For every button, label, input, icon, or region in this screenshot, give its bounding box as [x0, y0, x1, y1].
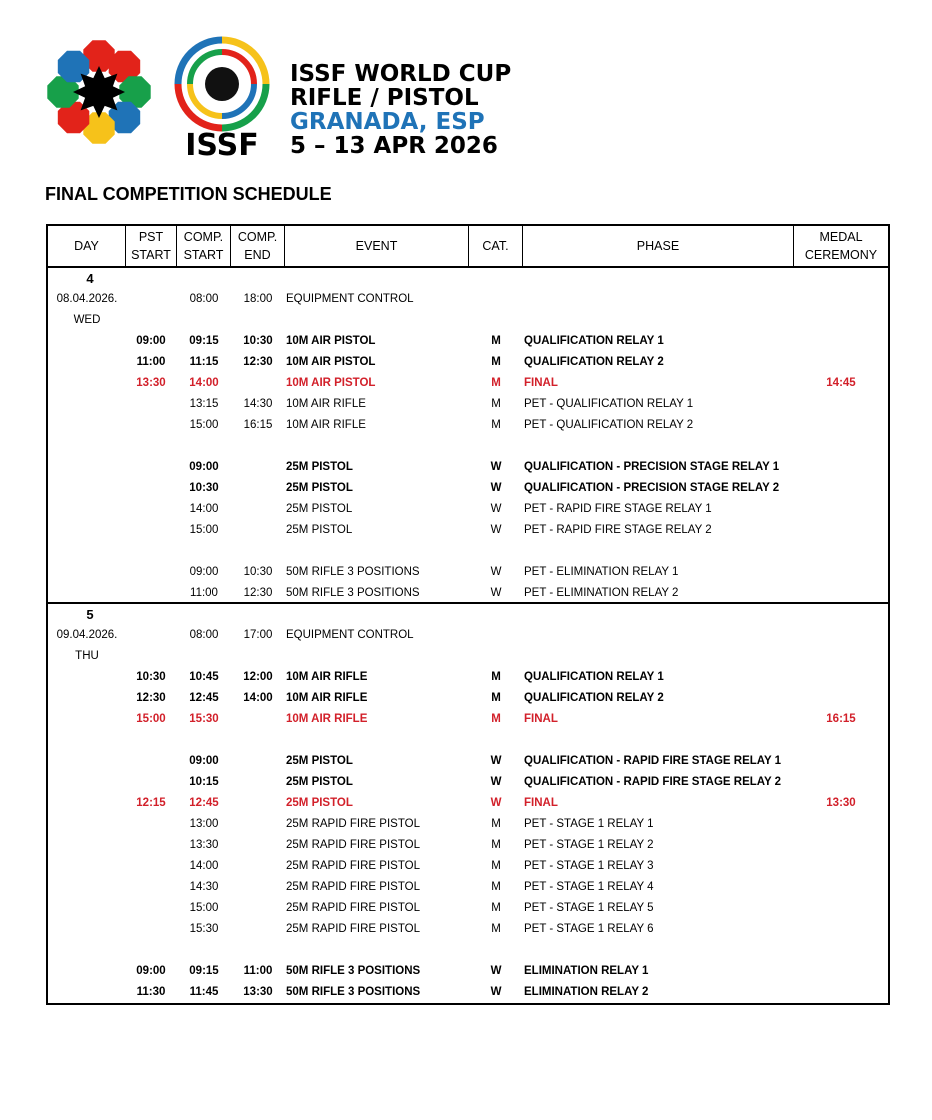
category-cell: W [490, 482, 502, 494]
event-cell: 25M RAPID FIRE PISTOL [286, 881, 420, 893]
table-row [48, 961, 888, 982]
day-weekday: THU [75, 650, 99, 662]
col-comp-end: COMP. END [231, 226, 285, 266]
table-row [48, 667, 888, 688]
table-row [48, 289, 888, 310]
phase-cell: PET - STAGE 1 RELAY 5 [524, 902, 654, 914]
event-cell: 10M AIR PISTOL [286, 356, 376, 368]
category-cell: W [490, 566, 502, 578]
category-cell: M [491, 923, 501, 935]
day-date: 08.04.2026. [56, 293, 118, 305]
table-row [48, 793, 888, 814]
table-row [48, 625, 888, 646]
comp-end-cell: 14:00 [243, 692, 273, 704]
event-cell: 50M RIFLE 3 POSITIONS [286, 965, 421, 977]
day-number: 4 [86, 271, 94, 286]
issf-logo-text: ISSF [185, 128, 259, 163]
table-row [48, 709, 888, 730]
col-medal-ceremony: MEDAL CEREMONY [804, 230, 878, 262]
category-cell: M [491, 377, 501, 389]
event-title-line-1: ISSF WORLD CUP [290, 61, 512, 87]
comp-start-cell: 11:15 [189, 356, 219, 368]
comp-start-cell: 09:00 [189, 755, 219, 767]
category-cell: M [491, 692, 501, 704]
comp-end-cell: 17:00 [243, 629, 273, 641]
pst-start-cell: 11:00 [136, 356, 166, 368]
table-row [48, 457, 888, 478]
day-block [48, 268, 888, 604]
table-row [48, 814, 888, 835]
table-row [48, 688, 888, 709]
category-cell: W [490, 776, 502, 788]
comp-end-cell: 14:30 [243, 398, 273, 410]
comp-start-cell: 12:45 [189, 692, 219, 704]
table-row [48, 919, 888, 940]
event-cell: EQUIPMENT CONTROL [286, 629, 414, 641]
event-cell: 25M RAPID FIRE PISTOL [286, 902, 420, 914]
phase-cell: FINAL [524, 713, 558, 725]
pst-start-cell: 11:30 [136, 986, 166, 998]
medal-ceremony-cell: 16:15 [826, 713, 856, 725]
comp-start-cell: 10:45 [189, 671, 219, 683]
event-cell: 10M AIR PISTOL [286, 377, 376, 389]
event-cell: 10M AIR RIFLE [286, 713, 368, 725]
category-cell: W [490, 503, 502, 515]
col-day: DAY [48, 226, 126, 266]
pst-start-cell: 13:30 [136, 377, 166, 389]
category-cell: W [490, 524, 502, 536]
comp-end-cell: 10:30 [243, 566, 273, 578]
category-cell: W [490, 587, 502, 599]
table-row [48, 541, 888, 562]
table-row [48, 856, 888, 877]
table-row [48, 898, 888, 919]
table-row [48, 583, 888, 604]
table-row [48, 415, 888, 436]
comp-start-cell: 09:15 [189, 335, 219, 347]
col-phase: PHASE [523, 226, 794, 266]
comp-end-cell: 13:30 [243, 986, 273, 998]
pst-start-cell: 10:30 [136, 671, 166, 683]
comp-start-cell: 09:15 [189, 965, 219, 977]
comp-start-cell: 14:00 [189, 377, 219, 389]
comp-end-cell: 10:30 [243, 335, 273, 347]
event-cell: EQUIPMENT CONTROL [286, 293, 414, 305]
phase-cell: PET - STAGE 1 RELAY 1 [524, 818, 654, 830]
issf-logo [174, 36, 270, 162]
event-cell: 10M AIR PISTOL [286, 335, 376, 347]
day-weekday: WED [73, 314, 101, 326]
table-row [48, 751, 888, 772]
comp-start-cell: 10:15 [189, 776, 219, 788]
comp-end-cell: 11:00 [243, 965, 273, 977]
phase-cell: PET - STAGE 1 RELAY 6 [524, 923, 654, 935]
category-cell: M [491, 860, 501, 872]
table-row [48, 835, 888, 856]
event-cell: 25M PISTOL [286, 461, 353, 473]
event-cell: 10M AIR RIFLE [286, 419, 366, 431]
event-cell: 25M RAPID FIRE PISTOL [286, 818, 420, 830]
table-row [48, 331, 888, 352]
category-cell: W [490, 965, 502, 977]
event-dates: 5 – 13 APR 2026 [290, 133, 498, 159]
comp-start-cell: 14:00 [189, 860, 219, 872]
event-cell: 25M PISTOL [286, 482, 353, 494]
comp-end-cell: 12:30 [243, 356, 273, 368]
table-header [48, 226, 888, 268]
comp-start-cell: 12:45 [189, 797, 219, 809]
comp-end-cell: 12:30 [243, 587, 273, 599]
category-cell: M [491, 398, 501, 410]
event-venue: GRANADA, ESP [290, 109, 485, 135]
comp-start-cell: 09:00 [189, 566, 219, 578]
table-row [48, 562, 888, 583]
comp-start-cell: 14:30 [189, 881, 219, 893]
comp-start-cell: 15:30 [189, 713, 219, 725]
phase-cell: PET - QUALIFICATION RELAY 1 [524, 398, 694, 410]
event-cell: 25M RAPID FIRE PISTOL [286, 860, 420, 872]
event-cell: 50M RIFLE 3 POSITIONS [286, 566, 420, 578]
granada-flower-logo [44, 36, 154, 148]
event-title-line-2: RIFLE / PISTOL [290, 85, 479, 111]
table-row [48, 730, 888, 751]
phase-cell: QUALIFICATION RELAY 1 [524, 335, 664, 347]
comp-start-cell: 15:00 [189, 902, 219, 914]
event-cell: 50M RIFLE 3 POSITIONS [286, 587, 420, 599]
table-row [48, 394, 888, 415]
event-header [44, 36, 524, 164]
comp-start-cell: 08:00 [189, 629, 219, 641]
table-row [48, 646, 888, 667]
comp-start-cell: 11:00 [190, 587, 218, 599]
category-cell: M [491, 356, 501, 368]
event-title [290, 62, 511, 158]
event-cell: 25M PISTOL [286, 776, 353, 788]
phase-cell: PET - RAPID FIRE STAGE RELAY 2 [524, 524, 712, 536]
phase-cell: QUALIFICATION RELAY 1 [524, 671, 664, 683]
col-pst-start: PST START [126, 226, 177, 266]
table-row [48, 982, 888, 1003]
comp-end-cell: 16:15 [243, 419, 273, 431]
phase-cell: QUALIFICATION RELAY 2 [524, 692, 664, 704]
event-cell: 50M RIFLE 3 POSITIONS [286, 986, 421, 998]
phase-cell: PET - STAGE 1 RELAY 3 [524, 860, 654, 872]
phase-cell: FINAL [524, 797, 558, 809]
pst-start-cell: 12:30 [136, 692, 166, 704]
comp-start-cell: 13:00 [189, 818, 219, 830]
comp-end-cell: 12:00 [243, 671, 273, 683]
phase-cell: QUALIFICATION - PRECISION STAGE RELAY 2 [524, 482, 780, 494]
event-cell: 10M AIR RIFLE [286, 398, 366, 410]
comp-start-cell: 15:00 [189, 419, 219, 431]
col-cat: CAT. [469, 226, 523, 266]
table-row [48, 436, 888, 457]
pst-start-cell: 09:00 [136, 965, 166, 977]
comp-end-cell: 18:00 [243, 293, 273, 305]
category-cell: M [491, 881, 501, 893]
pst-start-cell: 09:00 [136, 335, 166, 347]
table-row [48, 772, 888, 793]
day-date: 09.04.2026. [56, 629, 118, 641]
phase-cell: PET - STAGE 1 RELAY 2 [524, 839, 654, 851]
category-cell: W [490, 755, 502, 767]
category-cell: M [491, 818, 501, 830]
table-row [48, 478, 888, 499]
phase-cell: QUALIFICATION - RAPID FIRE STAGE RELAY 2 [524, 776, 782, 788]
table-row [48, 499, 888, 520]
event-cell: 10M AIR RIFLE [286, 692, 368, 704]
phase-cell: PET - QUALIFICATION RELAY 2 [524, 419, 694, 431]
category-cell: W [490, 461, 502, 473]
category-cell: W [490, 986, 502, 998]
phase-cell: QUALIFICATION - PRECISION STAGE RELAY 1 [524, 461, 780, 473]
comp-start-cell: 08:00 [189, 293, 219, 305]
table-row [48, 520, 888, 541]
flower-star-center [73, 66, 125, 118]
comp-start-cell: 13:15 [189, 398, 219, 410]
category-cell: W [490, 797, 502, 809]
event-cell: 25M PISTOL [286, 755, 353, 767]
phase-cell: PET - RAPID FIRE STAGE RELAY 1 [524, 503, 712, 515]
comp-start-cell: 09:00 [189, 461, 219, 473]
comp-start-cell: 14:00 [189, 503, 219, 515]
phase-cell: FINAL [524, 377, 558, 389]
day-block [48, 604, 888, 1003]
category-cell: M [491, 419, 501, 431]
comp-start-cell: 15:00 [189, 524, 219, 536]
phase-cell: ELIMINATION RELAY 1 [524, 965, 649, 977]
day-number: 5 [86, 607, 94, 622]
phase-cell: QUALIFICATION - RAPID FIRE STAGE RELAY 1 [524, 755, 782, 767]
category-cell: M [491, 671, 501, 683]
col-event: EVENT [285, 226, 469, 266]
medal-ceremony-cell: 13:30 [826, 797, 856, 809]
comp-start-cell: 15:30 [189, 923, 219, 935]
pst-start-cell: 15:00 [136, 713, 166, 725]
event-cell: 25M RAPID FIRE PISTOL [286, 923, 420, 935]
table-row [48, 310, 888, 331]
comp-start-cell: 13:30 [189, 839, 219, 851]
table-row [48, 940, 888, 961]
comp-start-cell: 11:45 [189, 986, 219, 998]
phase-cell: PET - STAGE 1 RELAY 4 [524, 881, 654, 893]
table-row [48, 373, 888, 394]
page-title: FINAL COMPETITION SCHEDULE [45, 184, 332, 204]
category-cell: M [491, 335, 501, 347]
pst-start-cell: 12:15 [136, 797, 166, 809]
phase-cell: QUALIFICATION RELAY 2 [524, 356, 664, 368]
event-cell: 25M RAPID FIRE PISTOL [286, 839, 420, 851]
target-rings-icon [174, 36, 270, 132]
table-row [48, 877, 888, 898]
category-cell: M [491, 902, 501, 914]
category-cell: M [491, 839, 501, 851]
col-comp-start: COMP. START [177, 226, 231, 266]
medal-ceremony-cell: 14:45 [826, 377, 856, 389]
event-cell: 25M PISTOL [286, 797, 353, 809]
table-row [48, 352, 888, 373]
phase-cell: ELIMINATION RELAY 2 [524, 986, 649, 998]
category-cell: M [491, 713, 501, 725]
comp-start-cell: 10:30 [189, 482, 219, 494]
phase-cell: PET - ELIMINATION RELAY 1 [524, 566, 679, 578]
schedule-table [46, 224, 890, 1005]
event-cell: 10M AIR RIFLE [286, 671, 368, 683]
event-cell: 25M PISTOL [286, 503, 353, 515]
phase-cell: PET - ELIMINATION RELAY 2 [524, 587, 679, 599]
event-cell: 25M PISTOL [286, 524, 353, 536]
